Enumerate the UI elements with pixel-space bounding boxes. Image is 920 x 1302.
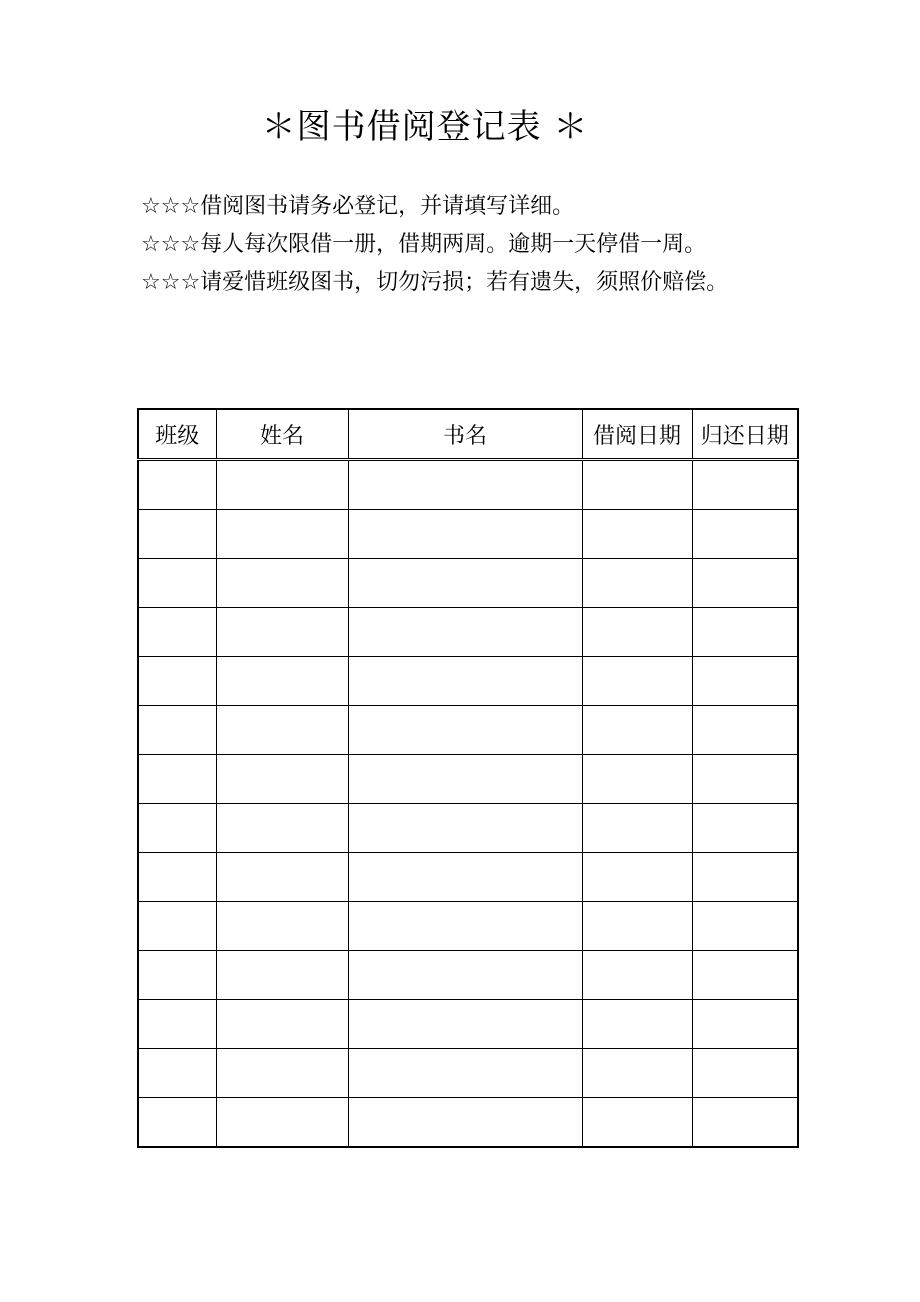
table-cell [582, 755, 692, 804]
table-cell [692, 902, 798, 951]
table-cell [138, 559, 216, 608]
table-cell [348, 1000, 582, 1049]
table-cell [138, 706, 216, 755]
table-cell [692, 755, 798, 804]
table-cell [692, 559, 798, 608]
table-cell [348, 559, 582, 608]
table-cell [582, 1098, 692, 1148]
table-cell [692, 853, 798, 902]
table-cell [138, 1098, 216, 1148]
table-cell [582, 902, 692, 951]
table-row [138, 853, 798, 902]
table-cell [348, 1049, 582, 1098]
table-cell [216, 1049, 348, 1098]
table-row [138, 1049, 798, 1098]
table-cell [138, 510, 216, 559]
table-cell [138, 657, 216, 706]
rule-line: ☆☆☆请爱惜班级图书，切勿污损；若有遗失，须照价赔偿。 [141, 270, 729, 295]
borrowing-register-table [137, 408, 799, 1148]
table-cell [348, 460, 582, 510]
table-row [138, 1098, 798, 1148]
table-body [138, 460, 798, 1148]
table-cell [216, 853, 348, 902]
table-cell [138, 853, 216, 902]
page-title: ＊图书借阅登记表 ＊ [261, 107, 589, 147]
table-row [138, 510, 798, 559]
table-row [138, 706, 798, 755]
table-row [138, 902, 798, 951]
table-cell [138, 755, 216, 804]
column-header-book-title: 书名 [348, 409, 582, 460]
table-cell [582, 510, 692, 559]
table-cell [582, 1000, 692, 1049]
table-cell [692, 510, 798, 559]
table-cell [138, 460, 216, 510]
table-cell [348, 951, 582, 1000]
table-row [138, 1000, 798, 1049]
table-cell [348, 1098, 582, 1148]
table-cell [348, 510, 582, 559]
rules-section [141, 188, 766, 302]
table-cell [216, 755, 348, 804]
table-cell [216, 657, 348, 706]
table-cell [692, 460, 798, 510]
table-cell [216, 804, 348, 853]
table-cell [138, 902, 216, 951]
table-row [138, 608, 798, 657]
table-cell [138, 804, 216, 853]
table-cell [138, 1000, 216, 1049]
table-cell [582, 706, 692, 755]
table-cell [216, 902, 348, 951]
table-cell [582, 608, 692, 657]
table-row [138, 460, 798, 510]
column-header-name: 姓名 [216, 409, 348, 460]
column-header-return-date: 归还日期 [692, 409, 798, 460]
table-cell [582, 1049, 692, 1098]
table-cell [216, 608, 348, 657]
table-cell [216, 951, 348, 1000]
table-cell [216, 1000, 348, 1049]
table-cell [348, 657, 582, 706]
table-cell [216, 1098, 348, 1148]
table-cell [216, 510, 348, 559]
table-cell [138, 951, 216, 1000]
table-cell [348, 706, 582, 755]
table-cell [582, 951, 692, 1000]
table-cell [692, 1098, 798, 1148]
table-cell [348, 804, 582, 853]
table-row [138, 559, 798, 608]
table-cell [692, 1049, 798, 1098]
table-cell [582, 460, 692, 510]
table-cell [216, 706, 348, 755]
table-cell [692, 951, 798, 1000]
column-header-borrow-date: 借阅日期 [582, 409, 692, 460]
table-row [138, 951, 798, 1000]
table-cell [582, 559, 692, 608]
table-cell [138, 608, 216, 657]
table-cell [216, 559, 348, 608]
table-cell [348, 755, 582, 804]
table-cell [348, 853, 582, 902]
table-header-row [138, 409, 798, 460]
rule-line: ☆☆☆借阅图书请务必登记，并请填写详细。 [141, 194, 575, 219]
table-cell [582, 853, 692, 902]
table-cell [216, 460, 348, 510]
table-cell [692, 706, 798, 755]
table-cell [692, 1000, 798, 1049]
table-cell [582, 804, 692, 853]
rule-line: ☆☆☆每人每次限借一册，借期两周。逾期一天停借一周。 [141, 232, 707, 257]
table-row [138, 657, 798, 706]
table-row [138, 755, 798, 804]
table-cell [692, 804, 798, 853]
table-cell [138, 1049, 216, 1098]
table-cell [692, 608, 798, 657]
table-row [138, 804, 798, 853]
table-cell [348, 902, 582, 951]
column-header-class: 班级 [138, 409, 216, 460]
table-cell [582, 657, 692, 706]
table-cell [348, 608, 582, 657]
table-cell [692, 657, 798, 706]
